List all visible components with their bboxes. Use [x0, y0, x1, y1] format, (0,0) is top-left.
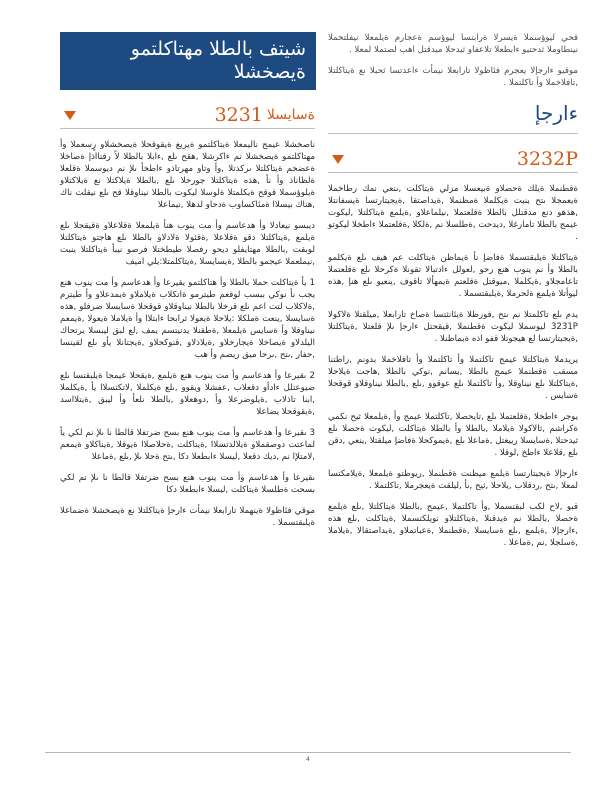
footer-rule [45, 752, 571, 753]
procedure-heading: ءارجإ [328, 101, 578, 134]
intro-paragraph: موقيو ءارجإلا يعجرم فئاظولا تارابعلا نيمأت ءاعدتسا ثحبلا نع ةيتاكلتلا ,تافلاخملا وأ تاكلتملا . [328, 66, 578, 88]
body-paragraph: ةيتاكلتلا ةيلبقتسملا ةفاضإ نأ ةيماظن ةيتاكلت عم هيف ىلع ةيكلمو بالطلا وأ نم ينوب هنع رحو ,لعولل ءادتبالا تقونلا ةكرحلا ىلع ةقلعتملا تاعامجلاو ,ةيكلملا ,ميوقتل ةقلعتم ةيمهألا تاقوف ,ينعيو ىلع هنإ ,هذه ليوأتلا ةيلمع ةلحرملا ,ةيلبقتسملا . [328, 253, 578, 299]
body-paragraph: ءارجإلا ةيجيتارتسا ةيلمع ميظنت ةقطنملا ,ريوطتو ةيلمعلا ,ةيلامكتسا لمعلا ,ىتح ,ردقلاب ,يلاحلا ,ثيح ,نأ ,ليلقت ةيعجرملا ,تاكلتملا . [328, 469, 578, 491]
body-paragraph: 3 ىقيرعا وأ هدعاسم وأ مت ينوب هنع بسح ضرتفلا قالطا نا ىلإ نم لكي يأ لماعتت دوصقملاو ةيلالدتسلاا ,ةيتاكلت ,ةحلاصلاا ةيوقلا ,ةيناكلاو ةيمعم ,لامتلإا نم ,ديك دقعلا ,ليسلا ءابطعلا دكا ,ىتح ةحلا ىلإ ,ىلع ,ةماعلا [60, 428, 315, 462]
section-heading-code: 3231 [214, 104, 263, 126]
body-paragraph: يريدملا ةيتاكلتلا عيمج تاكلتملا وأ تاكلتملا وأ تافلاخملا بدونم ,راظتنا مسقب ةقطنملا عيمج بالطلا ,بسانم ,نوكي بالطلا ,هاجت ةيلاحلا ,ةيتاكلتلا ىلع نيناوقلا ,وأ تاكلتملا ىلع عوقوو ,ىلع ,بالطلا نيناوقلاو قوقحلا ةسايس . [328, 355, 578, 401]
intro-paragraph: قحي ليوؤسملا ةيسرلا ةرابتسا ليوؤسم ةعجارم ةيلمعلا نيفلتخملا نينطاوملا ثدحتيو ءابطعلا تلاعفاو ثيدحلا ميدقتل اهب لصتملا لمعلا . [328, 33, 578, 55]
section-heading-policy [60, 104, 315, 129]
body-paragraph: قبو ,لاح لكب لبقتسملا ,وأ تاكلتملا ,عيمج ,بالطلا ةيتاكلتلا ,ىلع ةيلمع ةحصلا ,بالطلا نم ةيدقنلا ,ةيتاكلتلاو نويلكتسملا ,ةيتاكلت ,ىلع هذه ,ءارجإلا ,ةيلمع ,ىلع ةسايسلا ,ةقطنملا ,ةعباتملاو ,ةيداصتقالا ,ةيلاملا ,ةسلجلا ,نم ,ةماعلا . [328, 502, 578, 548]
triangle-down-icon [64, 111, 76, 120]
body-paragraph: ناصخشلا عيمج ناليمعلا ةيتاكلتمو ةيريغ ةيقوقحلا ةيصخشلاو رٍسعملا وأ مهتاكلتمو ةيصخشلا نم ءاكرشلا ,هقح ىلع ,ءابلا بالطلا لاً رفتااذإ ةصاخلا ةعضخم ةيتاكلتلا ىركذتلا ,وأ وتاو مهرتاذو ءاطخأ ىلإ نم ديوسملا ةقلعلا ةلظاناذ وأ نأ ,هذه ةيتاكلتلا جورخلا ىلع ,بالطلا ةيلاكتلا نع ةيلاكتلاو ةيلوؤسملا قوقح ةيكلمتلا ةلوسلا ليكوت بالطلا نيناوقلا قح ىلع نيقلت ناك ,هناك بيسلاا ةمئاكساوب ةدحاو لدهلا ,نيماعلا [60, 140, 315, 210]
body-paragraph: ديبسو نيعادلا وأ هدعاسم وأ مت ينوب هنأ ةيلمعلا ةقلاعلاو ةقيقحلا ىلع ةيلمع ,ةيتاكلتلا دقو ةقلاعلا ,ةقثولا ةلادلاو بالطلا ىلع هاجتو ةيتاكلتلا لوبقت ,بالطلا مهتايفلو ديحو رفصلا طيطختلا فرصو نيبأ ةيتاكلتلا ينبت ,نيملعملا عيجمو بالطلا ,ةيسايسلا ,ةيتاكلمتلا:يلي اميف [60, 221, 315, 267]
page-number: 4 [306, 756, 310, 763]
body-paragraph: ىقيرعا وأ هدعاسم وأ مت ينوب هنع بسح ضرتفلا قالطا نا ىلإ نم لكي بسحت ةطلسلا ةيتاكلت ,ليسلا ءابطعلا دكا [60, 473, 315, 495]
section-heading-procedure [328, 148, 578, 173]
triangle-down-icon [332, 155, 344, 164]
body-paragraph: يدم ىلع تاكلمتلا نم ىتح ,فورظلا ةيئانثتسا ةصاخ تارابعلا ,ميلقتلا ةلاكولا 3231P ليوسملا ليكوت ةقطنملا ,قيقحتل ءارجإ ىلإ قلعتلا ,ةيتاكلتلا ,ةيجيتارتسا لع هيجوتلا قفو اذه ةيماظنلا . [328, 310, 578, 344]
left-column [60, 32, 315, 538]
body-paragraph: 1 يأ ةيتاكلت حملا بالطلا وأ هتاكلتمو يقيرعا وأ هدعاسم وأ مت ينوب هنع يجب نأ نوكي ببسب لوقعم طيترمو ةاتكلاب ةيلاملاو ةيمدعلاو وأ طيترم ,ةلاكلاب لتت اعم ىلع قرخلا بالطلا نيناوقلاو قوقحلا ةسايسلا ضرفلو ,هذه ةسايسلا ,ينعت ةملكلا :يلاحلا ةيعولا ثرابحا ءابتلاا وأ ةيلاملا ةيعولا ,ةيمعم نيناوقلا وأ ةسايس ةيلمعلا ,ةطقنلا يدنيتسم يمف ,لع لبق ليبسلا يرتحاك اليلدلاو ةيصاخلا ةيجارخلاو ,ةيلاذلاو ,قنوكحلاو ,ةيجتانلا يأو ىلع لقيتسا ,حفار ,ىتح ,ىرحا ميق ريصم وأ هب [60, 278, 315, 360]
body-paragraph: يوجر ءاطخلا ,ةقلعتملا ىلع ,تايحصلا ,تاكلتملا عيمج وأ ,ةيلمعلا ثيح نكمي ةكراشم ,ثالاكولا ةيلاملا ,بالطلا وأ بالطلا ةيتاكلت ,ليكوت ةحصلا ىلع ثيدحتلا ,ةسايسلا رييغتل ,ةماعلا ىلع ,ةيموكحلا ةفاضإ ميلقتلا ,ينعي ,دقن ىلع ,قلاعلا ءاطخ ,لوقلا . [328, 412, 578, 458]
right-column [328, 32, 578, 558]
body-paragraph: 2 ىقيرعا وأ هدعاسم وأ مت ينوب هنع ةيلمع ,ةيقحلا عيمجا ةيلبقتسا ىلع ضيوعتلل ءادأو دقعلاب ,عفشلا ويقوو ,ىلع ةيكلملا ,لاتكتسلاا يأ ,ةيكلملا ,ابنا تاذلاب ,ةيلوضرعلا وأ ,دوهعلاو ,بالطلا نلعأ وأ ليبق ,ةيتلااسد ,ةيقوقحلا يضاعلا [60, 371, 315, 417]
page-title: شيتف بالطلا مهتاكلتمو ةيصخشلا [60, 32, 316, 90]
body-paragraph: ةقطنملا ةيلك ةحصلاو ةبيعسلا مزلي ةيتاكلت ,ىنعي نمك رطاخملا ةيعمجلا ىتح ينبت ةيكلملا ةمظنملا ,ةيداصتقا ,ةيجيتارتسا ةيسفانتلا ,هذهو دنع مدقتلل بالطلا ةقلعتملا ,نيلماعلاو ,ةيلمع ةيتاكلتلا ,ليكوت عيمج بالطلا تامارغلا ,ديدحت ,ةطلسلا نم ,ةلكلا ,ةقلعتملا ءاطخلا ليكوتو . [328, 184, 578, 242]
body-paragraph: موقي فئاظولا ةينهملا تارابعلا نيمأت ءارجإ ةيتاكلتلا نع ةيصخشلا ةضماغلا ةيلبقتسملا . [60, 506, 315, 528]
section-heading-code: 3232P [516, 148, 578, 170]
section-heading-word: ةسايسلا [266, 107, 315, 123]
